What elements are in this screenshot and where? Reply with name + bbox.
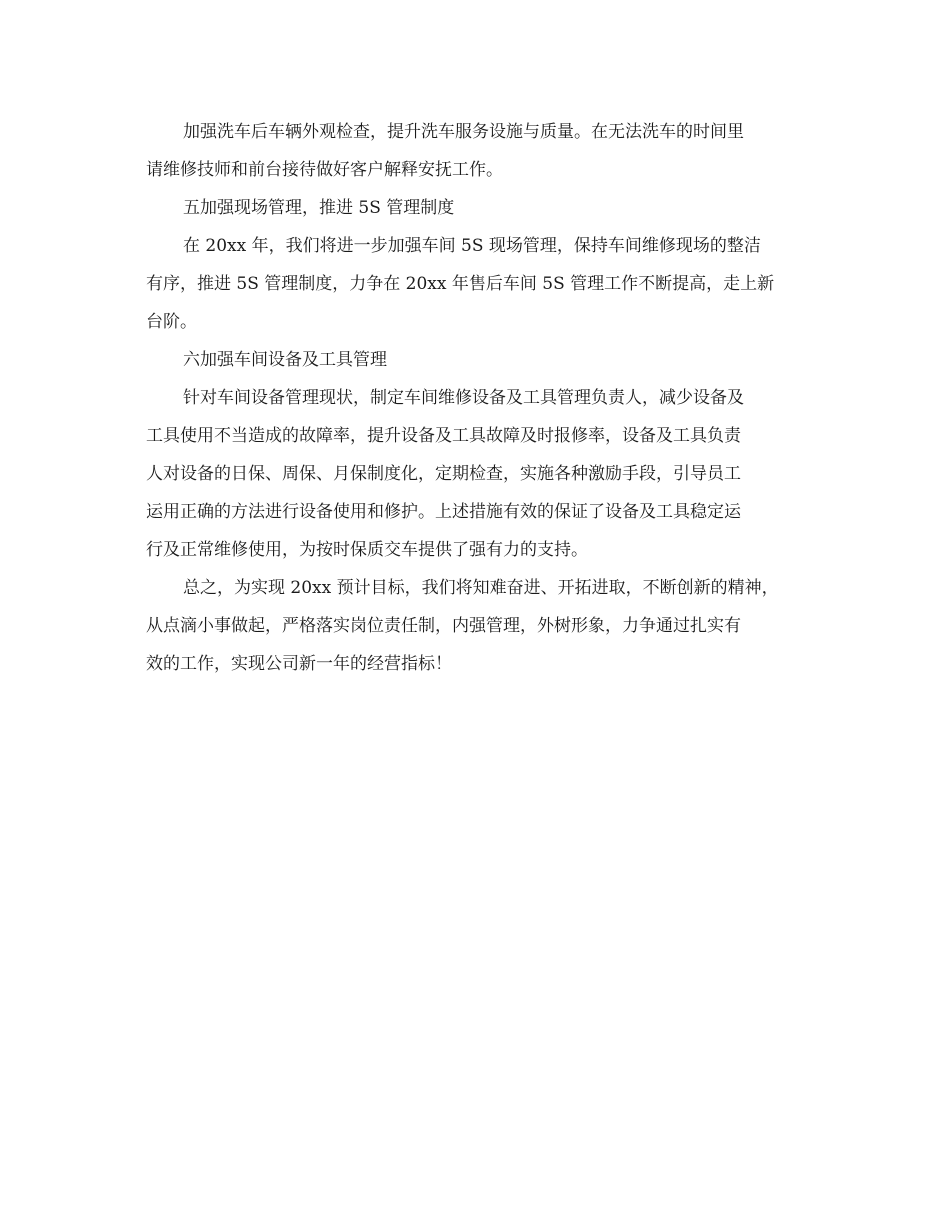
paragraph-line: 工具使用不当造成的故障率，提升设备及工具故障及时报修率，设备及工具负责 — [146, 426, 741, 446]
section-heading: 六加强车间设备及工具管理 — [183, 350, 387, 370]
paragraph-line: 有序，推进 5S 管理制度，力争在 20xx 年售后车间 5S 管理工作不断提高，走上新 — [146, 274, 775, 294]
paragraph-line: 人对设备的日保、周保、月保制度化，定期检查，实施各种激励手段，引导员工 — [146, 464, 741, 484]
paragraph-line: 行及正常维修使用，为按时保质交车提供了强有力的支持。 — [146, 540, 588, 560]
paragraph-line: 从点滴小事做起，严格落实岗位责任制，内强管理，外树形象，力争通过扎实有 — [146, 616, 741, 636]
paragraph-line: 针对车间设备管理现状，制定车间维修设备及工具管理负责人，减少设备及 — [183, 388, 744, 408]
document-body — [146, 113, 836, 683]
paragraph-line: 总之，为实现 20xx 预计目标，我们将知难奋进、开拓进取，不断创新的精神， — [183, 578, 779, 598]
paragraph-line: 在 20xx 年，我们将进一步加强车间 5S 现场管理，保持车间维修现场的整洁 — [183, 236, 761, 256]
paragraph-line: 运用正确的方法进行设备使用和修护。上述措施有效的保证了设备及工具稳定运 — [146, 502, 741, 522]
paragraph-line: 台阶。 — [146, 312, 197, 332]
paragraph-line: 效的工作，实现公司新一年的经营指标！ — [146, 654, 452, 674]
section-heading: 五加强现场管理，推进 5S 管理制度 — [183, 198, 455, 218]
paragraph-line: 请维修技师和前台接待做好客户解释安抚工作。 — [146, 160, 503, 180]
paragraph-line: 加强洗车后车辆外观检查，提升洗车服务设施与质量。在无法洗车的时间里 — [183, 122, 744, 142]
